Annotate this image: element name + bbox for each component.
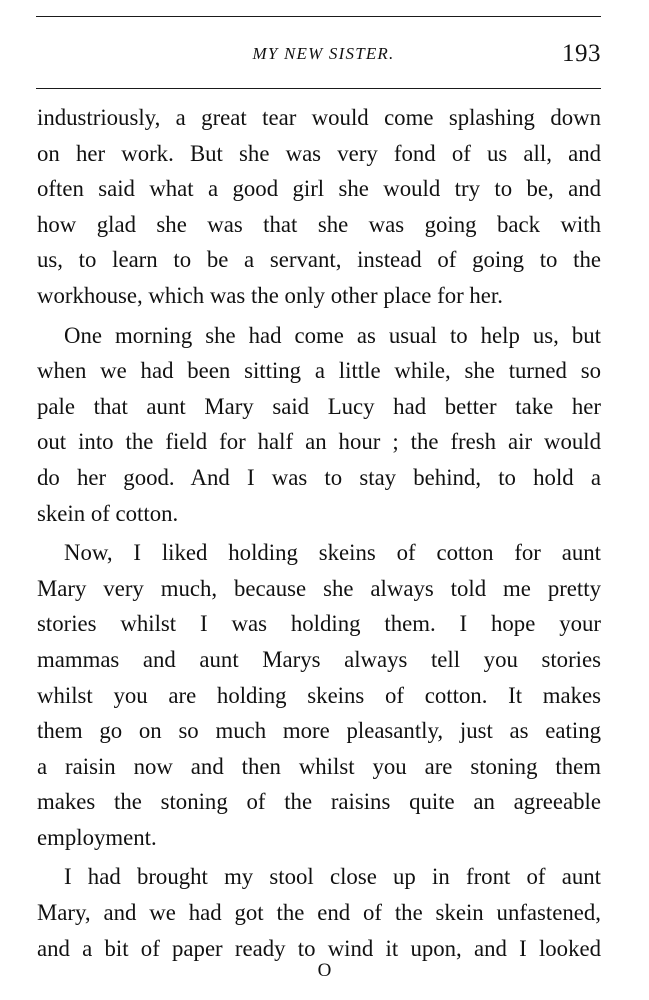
text-line: Mary very much, because she always told me pretty: [37, 575, 601, 601]
text-line: Mary, and we had got the end of the skein unfastened,: [37, 900, 601, 926]
paragraph-2: [37, 318, 601, 532]
running-title: MY NEW SISTER.: [252, 44, 395, 63]
text-line: how glad she was that she was going back with: [37, 211, 601, 237]
text-line: a raisin now and then whilst you are stoning them: [37, 753, 601, 779]
text-line: mammas and aunt Marys always tell you stories: [37, 646, 601, 672]
header-rule: [36, 88, 601, 89]
text-line: industriously, a great tear would come splashing down: [37, 105, 601, 130]
text-line: on her work. But she was very fond of us all, and: [37, 140, 601, 166]
text-line: makes the stoning of the raisins quite an agreeable: [37, 789, 601, 815]
text-line: One morning she had come as usual to help us, but: [64, 322, 601, 348]
body-text: [37, 100, 601, 966]
text-line: and a bit of paper ready to wind it upon, and I looked: [37, 935, 601, 961]
text-line: workhouse, which was the only other place for her.: [37, 282, 503, 308]
text-line: when we had been sitting a little while, she turned so: [37, 358, 601, 384]
text-line: pale that aunt Mary said Lucy had better take her: [37, 393, 601, 419]
text-line: whilst you are holding skeins of cotton. It makes: [37, 682, 601, 708]
text-line: them go on so much more pleasantly, just as eating: [37, 718, 601, 744]
text-line: employment.: [37, 824, 157, 850]
text-line: often said what a good girl she would try to be, and: [37, 176, 601, 202]
text-line: us, to learn to be a servant, instead of going to the: [37, 247, 601, 273]
paragraph-3: [37, 535, 601, 855]
page-number: 193: [562, 40, 601, 67]
text-line: skein of cotton.: [37, 500, 179, 526]
text-line: stories whilst I was holding them. I hope your: [37, 611, 601, 637]
signature-mark: O: [317, 960, 332, 981]
text-line: do her good. And I was to stay behind, to hold a: [37, 464, 601, 490]
running-head: [36, 38, 601, 74]
paragraph-1: [37, 100, 601, 314]
top-rule: [36, 16, 601, 17]
text-line: I had brought my stool close up in front of aunt: [64, 864, 601, 890]
text-line: out into the field for half an hour ; the fresh air would: [37, 429, 601, 455]
text-line: Now, I liked holding skeins of cotton for aunt: [64, 540, 601, 566]
paragraph-4: [37, 859, 601, 966]
